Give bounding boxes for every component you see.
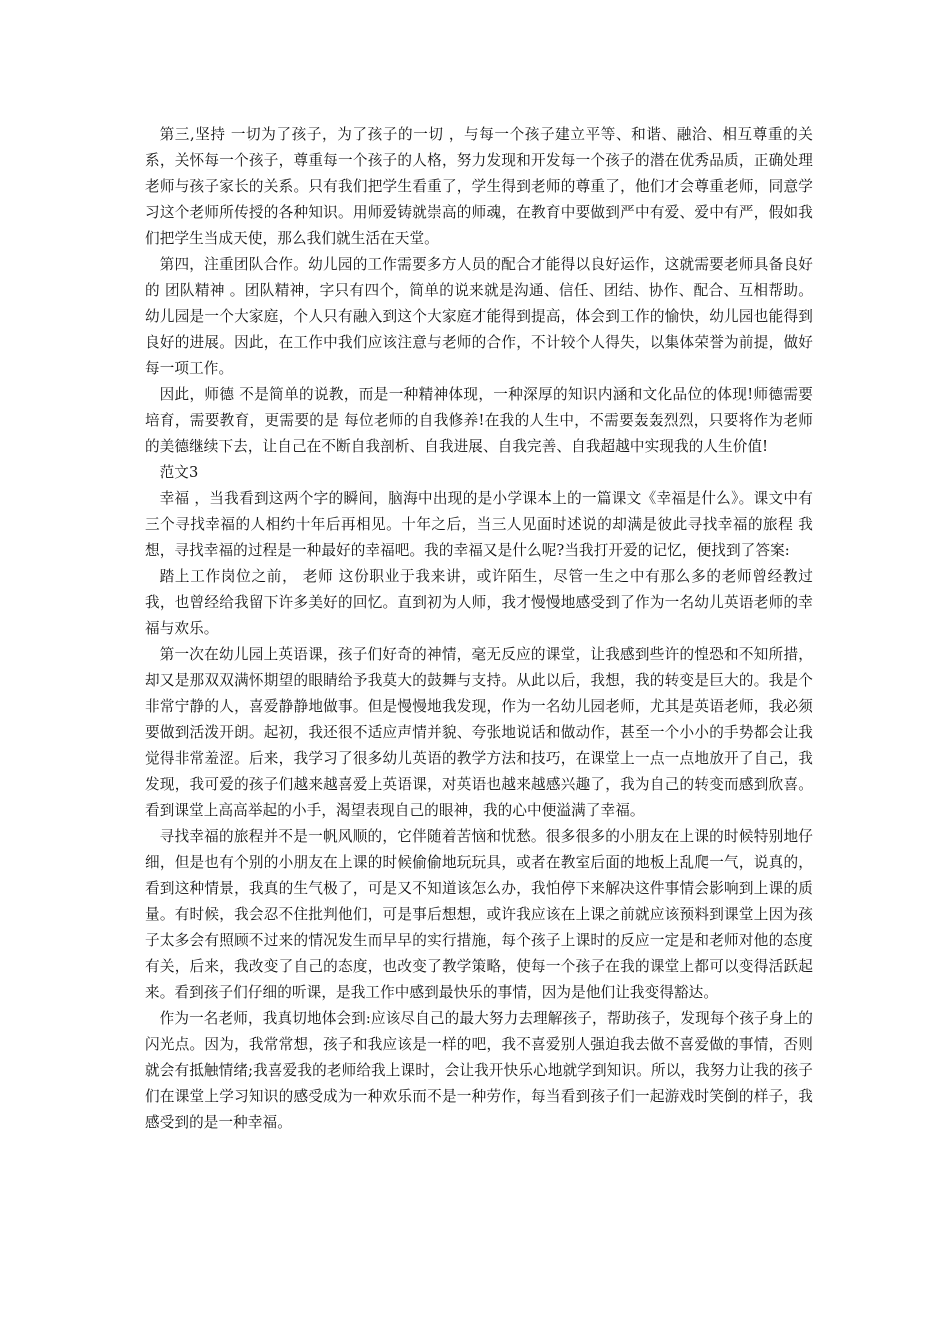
paragraph-first-english-class: 第一次在幼儿园上英语课，孩子们好奇的神情，毫无反应的课堂，让我感到些许的惶恐和不知所措，却又是那双双满怀期望的眼睛给予我莫大的鼓舞与支持。从此以后，我想，我的转变是巨大的。我是个非常宁静的人，喜爱静静地做事。但是慢慢地我发现，作为一名幼儿园老师，尤其是英语老师，我必须要做到活泼开朗。起初，我还很不适应声情并貌、夸张地说话和做动作，甚至一个小小的手势都会让我觉得非常羞涩。后来，我学习了很多幼儿英语的教学方法和技巧，在课堂上一点一点地放开了自己，我发现，我可爱的孩子们越来越喜爱上英语课，对英语也越来越感兴趣了，我为自己的转变而感到欣喜。看到课堂上高高举起的小手，渴望表现自己的眼神，我的心中便溢满了幸福。 [145, 646, 813, 819]
paragraph-third-principle: 第三,坚持 一切为了孩子，为了孩子的一切 ，与每一个孩子建立平等、和谐、融洽、相互尊重的关系，关怀每一个孩子，尊重每一个孩子的人格，努力发现和开发每一个孩子的潜在优秀品质，正确处理老师与孩子家长的关系。只有我们把学生看重了，学生得到老师的尊重了，他们才会尊重老师，同意学习这个老师所传授的各种知识。用师爱铸就崇高的师魂，在教育中要做到严中有爱、爱中有严，假如我们把学生当成天使，那么我们就生活在天堂。 [145, 126, 813, 247]
section-heading: 范文3 [159, 464, 199, 481]
paragraph-journey-of-happiness: 寻找幸福的旅程并不是一帆风顺的，它伴随着苦恼和忧愁。很多很多的小朋友在上课的时候特别地仔细，但是也有个别的小朋友在上课的时候偷偷地玩玩具，或者在教室后面的地板上乱爬一气，说真的，看到这种情景，我真的生气极了，可是又不知道该怎么办，我怕停下来解决这件事情会影响到上课的质量。有时候，我会忍不住批判他们，可是事后想想，或许我应该在上课之前就应该预料到课堂上因为孩子太多会有照顾不过来的情况发生而早早的实行措施，每个孩子上课时的反应一定是和老师对他的态度有关，后来，我改变了自己的态度，也改变了教学策略，使每一个孩子在我的课堂上都可以变得活跃起来。看到孩子们仔细的听课，是我工作中感到最快乐的事情，因为是他们让我变得豁达。 [145, 828, 813, 1001]
paragraph-conclusion: 因此，师德 不是简单的说教，而是一种精神体现，一种深厚的知识内涵和文化品位的体现!师德需要培育，需要教育，更需要的是 每位老师的自我修养!在我的人生中，不需要轰轰烈烈，只要将作为老师的美德继续下去，让自己在不断自我剖析、自我进展、自我完善、自我超越中实现我的人生价值! [145, 386, 813, 455]
paragraph-before-work: 踏上工作岗位之前， 老师 这份职业于我来讲，或许陌生，尽管一生之中有那么多的老师曾经教过我，也曾经给我留下许多美好的回忆。直到初为人师，我才慢慢地感受到了作为一名幼儿英语老师的幸福与欢乐。 [145, 568, 813, 637]
paragraph-happiness-intro: 幸福 ，当我看到这两个字的瞬间，脑海中出现的是小学课本上的一篇课文《幸福是什么》。课文中有三个寻找幸福的人相约十年后再相见。十年之后，当三人见面时述说的却满是彼此寻找幸福的旅程 我想，寻找幸福的过程是一种最好的幸福吧。我的幸福又是什么呢?当我打开爱的记忆，便找到了答案: [145, 490, 813, 559]
document-body [145, 122, 813, 1136]
paragraph-fourth-principle: 第四，注重团队合作。幼儿园的工作需要多方人员的配合才能得以良好运作，这就需要老师具备良好的 团队精神 。团队精神，字只有四个，简单的说来就是沟通、信任、团结、协作、配合、互相帮助。幼儿园是一个大家庭，个人只有融入到这个大家庭才能得到提高，体会到工作的愉快，幼儿园也能得到良好的进展。因此，在工作中我们应该注意与老师的合作，不计较个人得失，以集体荣誉为前提，做好每一项工作。 [145, 256, 813, 377]
paragraph-as-a-teacher: 作为一名老师，我真切地体会到:应该尽自己的最大努力去理解孩子，帮助孩子，发现每个孩子身上的闪光点。因为，我常常想，孩子和我应该是一样的吧，我不喜爱别人强迫我去做不喜爱做的事情，否则就会有抵触情绪;我喜爱我的老师给我上课时，会让我开快乐心地就学到知识。所以，我努力让我的孩子们在课堂上学习知识的感受成为一种欢乐而不是一种劳作，每当看到孩子们一起游戏时笑倒的样子，我感受到的是一种幸福。 [145, 1010, 813, 1131]
